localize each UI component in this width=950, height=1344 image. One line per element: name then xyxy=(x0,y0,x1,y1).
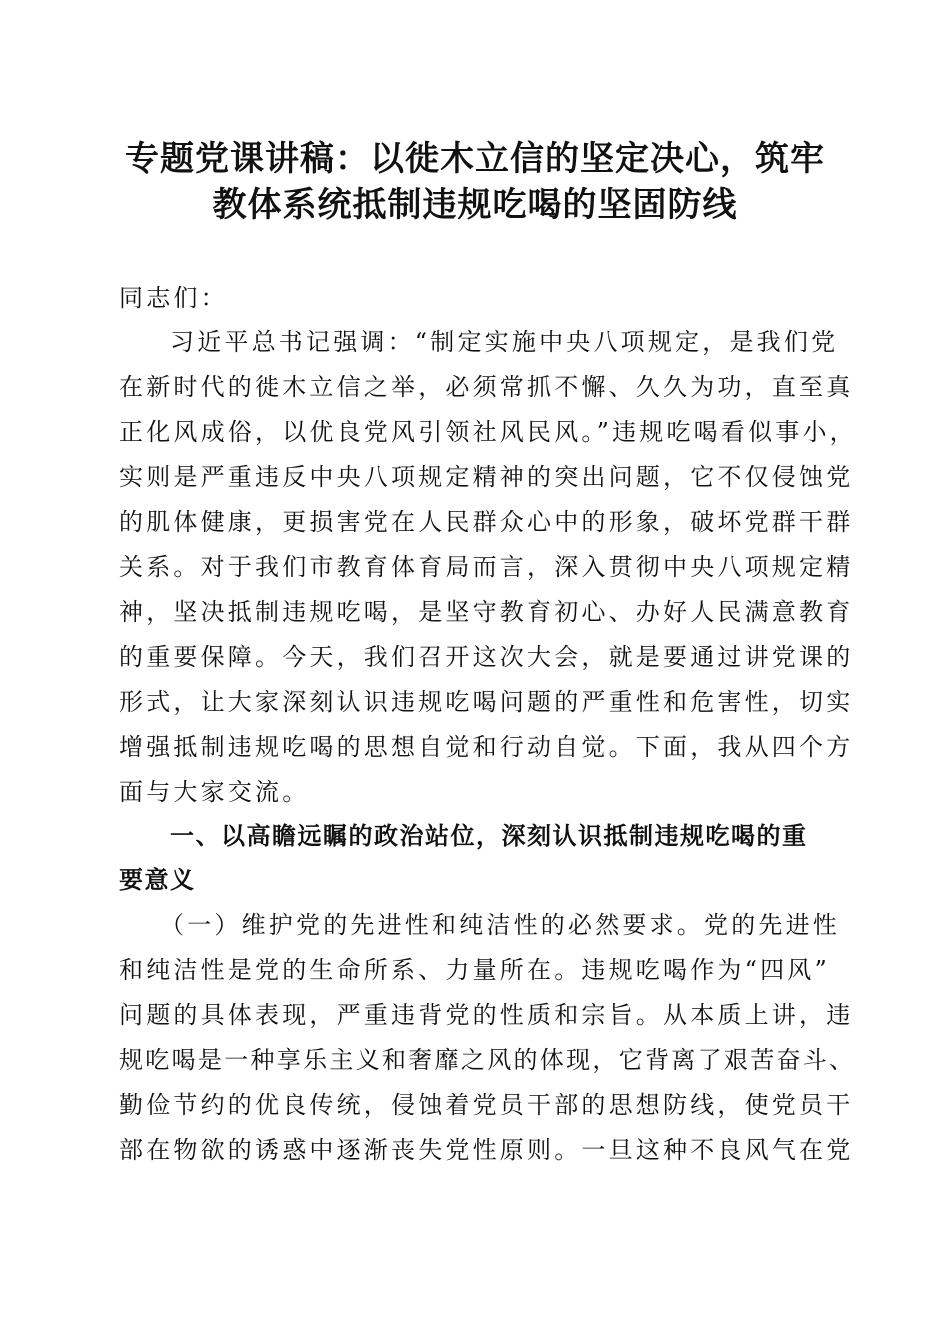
section-heading-line: 一、以高瞻远瞩的政治站位，深刻认识抵制违规吃喝的重 xyxy=(170,821,808,850)
paragraph-line: 面与大家交流。 xyxy=(119,778,310,806)
paragraph-line: 关系。对于我们市教育体育局而言，深入贯彻中央八项规定精 xyxy=(119,553,854,581)
paragraph-line: 的肌体健康，更损害党在人民群众心中的形象，破坏党群干群 xyxy=(119,508,854,536)
paragraph-line: 实则是严重违反中央八项规定精神的突出问题，它不仅侵蚀党 xyxy=(119,463,854,491)
document-title-line-1: 专题党课讲稿：以徙木立信的坚定决心，筑牢 xyxy=(125,139,825,179)
paragraph-line: 和纯洁性是党的生命所系、力量所在。违规吃喝作为“四风” xyxy=(119,956,830,984)
paragraph-line: 习近平总书记强调：“制定实施中央八项规定，是我们党 xyxy=(170,328,839,356)
paragraph-line: 在新时代的徙木立信之举，必须常抓不懈、久久为功，直至真 xyxy=(119,373,854,401)
paragraph-line: 形式，让大家深刻认识违规吃喝问题的严重性和危害性，切实 xyxy=(119,688,854,716)
paragraph-line: 勤俭节约的优良传统，侵蚀着党员干部的思想防线，使党员干 xyxy=(119,1091,854,1119)
paragraph-line: 正化风成俗，以优良党风引领社风民风。”违规吃喝看似事小， xyxy=(119,418,857,446)
section-heading-line: 要意义 xyxy=(119,865,196,894)
paragraph-line: 部在物欲的诱惑中逐渐丧失党性原则。一旦这种不良风气在党 xyxy=(119,1136,854,1164)
greeting: 同志们： xyxy=(119,284,228,312)
paragraph-line: 的重要保障。今天，我们召开这次大会，就是要通过讲党课的 xyxy=(119,643,854,671)
paragraph-line: 规吃喝是一种享乐主义和奢靡之风的体现，它背离了艰苦奋斗、 xyxy=(119,1046,856,1074)
document-title-line-2: 教体系统抵制违规吃喝的坚固防线 xyxy=(212,185,738,225)
paragraph-line: 增强抵制违规吃喝的思想自觉和行动自觉。下面，我从四个方 xyxy=(119,733,854,761)
paragraph-line: （一）维护党的先进性和纯洁性的必然要求。党的先进性 xyxy=(160,911,840,939)
paragraph-line: 神，坚决抵制违规吃喝，是坚守教育初心、办好人民满意教育 xyxy=(119,598,854,626)
paragraph-line: 问题的具体表现，严重违背党的性质和宗旨。从本质上讲，违 xyxy=(119,1001,854,1029)
